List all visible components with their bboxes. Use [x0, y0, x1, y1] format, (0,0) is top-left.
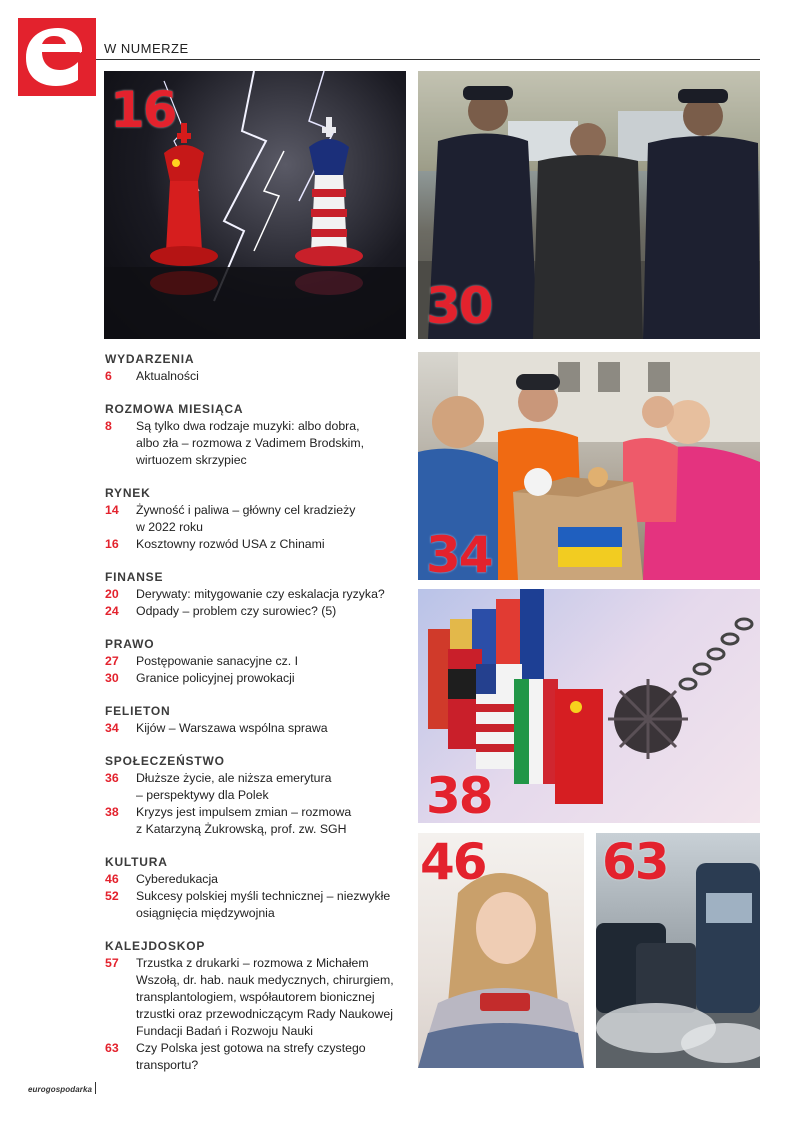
toc-page-number: 20 — [105, 587, 119, 601]
toc-entry[interactable] — [105, 586, 405, 603]
toc-line: – perspektywy dla Polek — [136, 788, 269, 802]
footer-divider — [95, 1082, 96, 1094]
toc-page-number: 34 — [105, 721, 119, 735]
toc-entry[interactable] — [105, 871, 405, 888]
toc-line: Czy Polska jest gotowa na strefy czystego — [136, 1041, 366, 1055]
toc-entry[interactable] — [105, 770, 405, 804]
toc-page-number: 6 — [105, 369, 112, 383]
toc-line: w 2022 roku — [136, 520, 203, 534]
photo-traffic-smog — [596, 833, 760, 1068]
section-title: W NUMERZE — [104, 41, 189, 56]
toc-line: Trzustka z drukarki – rozmowa z Michałem — [136, 956, 369, 970]
toc-line: Kosztowny rozwód USA z Chinami — [136, 537, 325, 551]
toc-page-number: 8 — [105, 419, 112, 433]
page-number: 4 — [76, 44, 83, 56]
toc-line: Kryzys jest impulsem zmian – rozmowa — [136, 805, 352, 819]
toc-category: PRAWO — [105, 637, 155, 651]
toc-line: Sukcesy polskiej myśli technicznej – niezwykłe — [136, 889, 391, 903]
toc-page-number: 46 — [105, 872, 119, 886]
toc-line: Derywaty: mitygowanie czy eskalacja ryzyka? — [136, 587, 385, 601]
photo-flags-virus — [418, 589, 760, 823]
toc-line: Kijów – Warszawa wspólna sprawa — [136, 721, 328, 735]
toc-entry[interactable] — [105, 955, 405, 1040]
footer-brand: eurogospodarka — [28, 1085, 93, 1094]
toc-entry[interactable] — [105, 888, 405, 922]
photo-page-number: 46 — [420, 833, 486, 891]
toc-line: Postępowanie sanacyjne cz. I — [136, 654, 299, 668]
table-of-contents — [105, 351, 405, 1074]
toc-line: Aktualności — [136, 369, 199, 383]
photo-donations-ukraine — [418, 352, 760, 580]
toc-line: Granice policyjnej prowokacji — [136, 671, 295, 685]
toc-entry[interactable] — [105, 603, 405, 620]
toc-category: SPOŁECZEŃSTWO — [105, 754, 225, 768]
toc-page-number: 30 — [105, 671, 119, 685]
photo-page-number: 16 — [110, 81, 176, 139]
toc-line: z Katarzyną Żukrowską, prof. zw. SGH — [136, 822, 347, 836]
toc-line: Odpady – problem czy surowiec? (5) — [136, 604, 337, 618]
photo-page-number: 34 — [426, 526, 492, 580]
photo-page-number: 38 — [426, 767, 492, 823]
photo-page-number: 63 — [602, 833, 668, 891]
toc-category: KULTURA — [105, 855, 168, 869]
toc-line: trzustki oraz przewodniczącym Rady Naukowej — [136, 1007, 393, 1021]
photo-page-number: 30 — [426, 277, 492, 335]
toc-line: Są tylko dwa rodzaje muzyki: albo dobra, — [136, 419, 360, 433]
toc-entry[interactable] — [105, 670, 405, 687]
toc-page-number: 14 — [105, 503, 119, 517]
photo-chess-kings — [104, 71, 406, 339]
toc-page-number: 24 — [105, 604, 119, 618]
toc-category: WYDARZENIA — [105, 352, 195, 366]
toc-line: Fundacji Badań i Rozwoju Nauki — [136, 1024, 314, 1038]
toc-entry[interactable] — [105, 368, 405, 385]
toc-line: transplantologiem, współautorem bionicznej — [136, 990, 375, 1004]
toc-line: osiągnięcia międzywojnia — [136, 906, 275, 920]
toc-page-number: 57 — [105, 956, 119, 970]
toc-line: Cyberedukacja — [136, 872, 219, 886]
photo-girl-smartphone — [418, 833, 584, 1068]
header-rule — [96, 59, 760, 60]
toc-category: ROZMOWA MIESIĄCA — [105, 402, 244, 416]
toc-line: Dłuższe życie, ale niższa emerytura — [136, 771, 332, 785]
toc-category: FELIETON — [105, 704, 171, 718]
toc-line: Wszołą, dr. hab. nauk medycznych, chirurgiem, — [136, 973, 394, 987]
toc-line: albo zła – rozmowa z Vadimem Brodskim, — [136, 436, 365, 450]
toc-entry[interactable] — [105, 418, 405, 469]
toc-entry[interactable] — [105, 1040, 405, 1074]
toc-category: KALEJDOSKOP — [105, 939, 206, 953]
toc-category: FINANSE — [105, 570, 164, 584]
toc-line: transportu? — [136, 1058, 199, 1072]
logo-e-icon — [18, 18, 96, 96]
toc-entry[interactable] — [105, 653, 405, 670]
toc-entry[interactable] — [105, 720, 405, 737]
toc-page-number: 36 — [105, 771, 119, 785]
toc-page-number: 38 — [105, 805, 119, 819]
toc-page-number: 16 — [105, 537, 119, 551]
toc-category: RYNEK — [105, 486, 151, 500]
toc-page-number: 63 — [105, 1041, 119, 1055]
toc-entry[interactable] — [105, 804, 405, 838]
magazine-logo — [18, 18, 96, 96]
toc-entry[interactable] — [105, 536, 405, 553]
toc-entry[interactable] — [105, 502, 405, 536]
toc-page-number: 27 — [105, 654, 119, 668]
toc-page-number: 52 — [105, 889, 119, 903]
photo-police-arrest — [418, 71, 760, 339]
toc-line: wirtuozem skrzypiec — [136, 453, 247, 467]
toc-line: Żywność i paliwa – główny cel kradzieży — [136, 503, 356, 517]
